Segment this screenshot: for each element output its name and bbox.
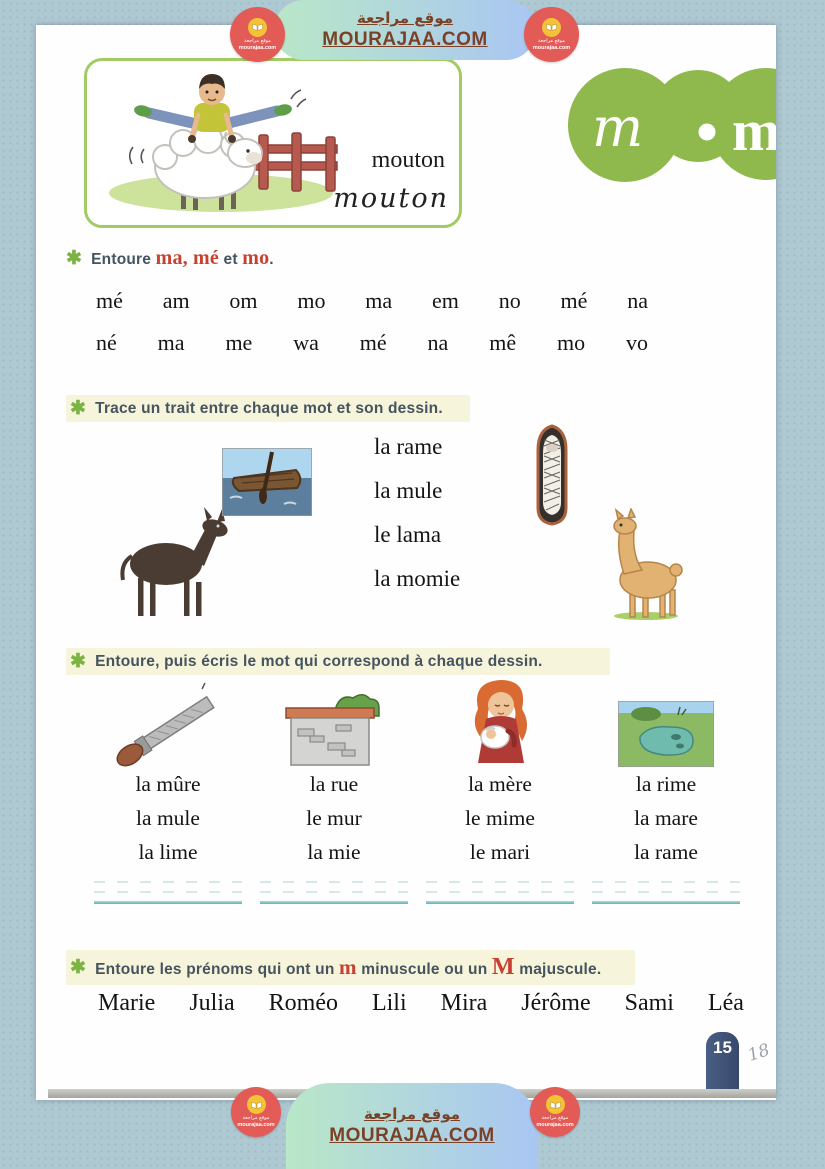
header-brand-pill [274,0,536,60]
llama-illustration[interactable] [588,508,688,622]
matching-word[interactable]: le lama [374,522,442,547]
mule-illustration[interactable] [114,500,236,622]
instruction-text: Entoure [91,251,156,268]
syllable[interactable]: mo [297,288,326,313]
worksheet-page [36,25,781,1100]
file-tool-picture [116,681,220,767]
instruction-text: Entoure, puis écris le mot qui correspond à chaque dessin. [95,652,543,670]
boy-leapfrog-sheep-illustration [93,65,365,217]
student-name[interactable]: Roméo [268,990,338,1016]
instruction-text: minuscule ou un [356,961,492,978]
student-name[interactable]: Mira [440,990,488,1016]
instruction-text: majuscule. [514,961,602,978]
logo-site-text: mourajaa.com [237,1122,275,1129]
word-choice-columns [88,675,750,904]
syllable[interactable]: mo [556,330,586,355]
matching-exercise-zone [36,420,776,638]
choice-column [420,675,580,904]
exercise1-instruction [66,247,274,270]
pond-picture [618,701,714,767]
word-option[interactable]: la rame [634,840,698,864]
word-option[interactable]: la rime [635,772,697,796]
syllable-row-1 [96,288,648,314]
separator-dot-icon [699,124,716,141]
exercise2-instruction [66,395,470,422]
syllable[interactable]: no [498,288,521,313]
mourajaa-logo-icon[interactable] [230,7,285,62]
writing-line[interactable] [592,881,740,904]
brand-site-link[interactable]: MOURAJAA.COM [322,29,488,50]
target-syllables-red: ma, mé [155,247,219,269]
lesson-frame [84,58,462,228]
letter-blob [568,62,781,188]
syllable[interactable]: mé [560,288,588,313]
wall-picture [284,687,384,767]
letter-cursive-m: m [592,96,644,159]
red-uppercase-m: M [491,954,515,980]
starburst-icon: ✱ [70,398,87,419]
syllable[interactable]: ma [157,330,185,355]
footer-brand-pill [286,1083,538,1169]
mummy-illustration[interactable] [530,424,574,526]
word-option[interactable]: la mie [307,840,361,864]
instruction-text: Trace un trait entre chaque mot et son dessin. [95,399,443,417]
word-option[interactable]: la mûre [135,772,201,796]
syllable[interactable]: na [627,288,648,313]
syllable[interactable]: em [431,288,459,313]
student-name[interactable]: Sami [624,990,674,1016]
exercise4-instruction [66,950,635,985]
syllable[interactable]: me [225,330,253,355]
starburst-icon: ✱ [70,651,87,672]
writing-line[interactable] [260,881,408,904]
syllable[interactable]: na [427,330,449,355]
logo-arabic-text: موقع مراجعة [538,37,565,44]
brand-arabic-link[interactable]: موقع مراجعة [356,9,454,27]
brand-site-link[interactable]: MOURAJAA.COM [329,1125,495,1146]
book-icon [546,1095,565,1114]
mother-picture [458,675,542,767]
word-option[interactable]: la lime [138,840,198,864]
word-option[interactable]: la mare [634,806,698,830]
mourajaa-logo-icon[interactable] [530,1087,580,1137]
mourajaa-logo-icon[interactable] [524,7,579,62]
student-name[interactable]: Marie [98,990,156,1016]
student-name[interactable]: Lili [371,990,407,1016]
writing-line[interactable] [426,881,574,904]
book-icon [247,1095,266,1114]
logo-arabic-text: موقع مراجعة [541,1115,569,1122]
choice-column [88,675,248,904]
syllable[interactable]: né [96,330,117,355]
instruction-text: et [219,251,243,268]
first-names-row [98,990,744,1017]
mourajaa-logo-icon[interactable] [231,1087,281,1137]
lesson-word-cursive: mouton [333,183,449,214]
syllable[interactable]: mê [489,330,517,355]
page-number-badge [706,1032,739,1092]
matching-word[interactable]: la rame [374,434,443,459]
lesson-word-print: mouton [371,147,445,173]
word-option[interactable]: le mime [465,806,535,830]
word-option[interactable]: le mur [306,806,362,830]
syllable[interactable]: mé [96,288,123,313]
writing-line[interactable] [94,881,242,904]
syllable[interactable]: mé [359,330,387,355]
word-option[interactable]: le mari [469,840,531,864]
brand-arabic-link[interactable]: موقع مراجعة [363,1105,461,1123]
word-option[interactable]: la mère [468,772,532,796]
syllable[interactable]: om [229,288,258,313]
instruction-text: . [269,251,274,268]
word-option[interactable]: la mule [136,806,200,830]
starburst-icon: ✱ [70,957,87,978]
red-lowercase-m: m [339,955,357,979]
student-name[interactable]: Jérôme [521,990,591,1016]
target-syllable-red: mo [242,247,270,269]
matching-word-list [374,434,460,592]
page-number: 15 [713,1038,732,1057]
choice-column [586,675,746,904]
student-name[interactable]: Julia [189,990,235,1016]
syllable[interactable]: am [162,288,190,313]
rowboat-picture[interactable] [222,448,312,516]
pencil-mark: 18 [745,1040,773,1066]
exercise3-instruction [66,648,610,675]
logo-arabic-text: موقع مراجعة [242,1115,270,1122]
choice-column [254,675,414,904]
word-option[interactable]: la rue [309,772,359,796]
syllable[interactable]: ma [365,288,393,313]
logo-site-text: mourajaa.com [238,44,277,51]
student-name[interactable]: Léa [707,990,744,1016]
syllable-row-2 [96,330,648,356]
starburst-icon: ✱ [66,248,83,269]
book-icon [248,18,267,37]
logo-arabic-text: موقع مراجعة [244,37,271,44]
matching-word[interactable]: la momie [374,566,461,591]
instruction-text: Entoure les prénoms qui ont un [95,961,340,978]
matching-word[interactable]: la mule [374,478,443,503]
syllable[interactable]: vo [626,330,648,355]
syllable[interactable]: wa [293,330,319,355]
book-icon [542,18,561,37]
logo-site-text: mourajaa.com [532,44,571,51]
letter-print-m: m [732,98,781,163]
logo-site-text: mourajaa.com [536,1122,574,1129]
